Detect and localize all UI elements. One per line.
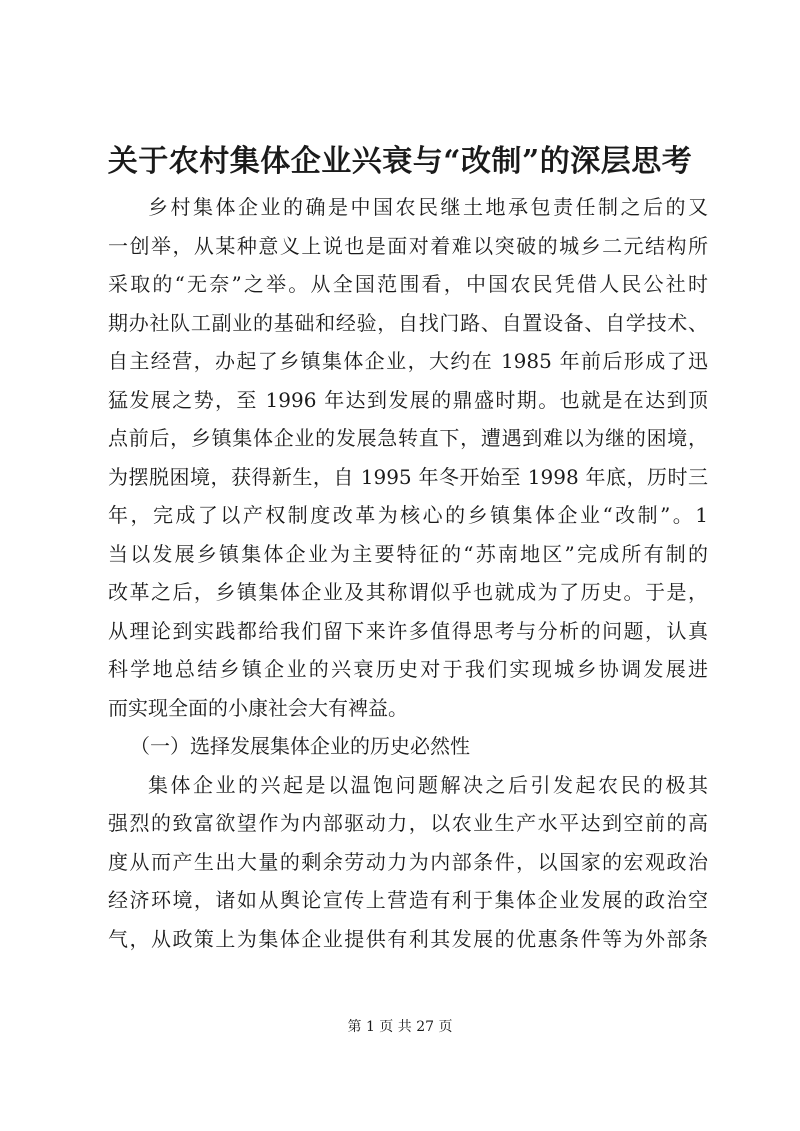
paragraph-line: 强烈的致富欲望作为内部驱动力，以农业生产水平达到空前的高 xyxy=(108,811,708,835)
page-number-footer: 第 1 页 共 27 页 xyxy=(347,1019,453,1035)
paragraph-line: 采取的“无奈”之举。从全国范围看，中国农民凭借人民公社时 xyxy=(108,272,708,296)
paragraph-line: 经济环境，诸如从舆论宣传上营造有利于集体企业发展的政治空 xyxy=(108,888,708,912)
paragraph-line: 年，完成了以产权制度改革为核心的乡镇集体企业“改制”。1 xyxy=(108,503,708,527)
document-title: 关于农村集体企业兴衰与“改制”的深层思考 xyxy=(107,144,693,179)
paragraph-line: 自主经营，办起了乡镇集体企业，大约在 1985 年前后形成了迅 xyxy=(108,349,708,373)
paragraph-line: 而实现全面的小康社会大有裨益。 xyxy=(108,695,408,720)
paragraph-line: 从理论到实践都给我们留下来许多值得思考与分析的问题，认真 xyxy=(108,618,708,643)
paragraph-line: 一创举，从某种意义上说也是面对着难以突破的城乡二元结构所 xyxy=(108,233,708,258)
paragraph-line: 改革之后，乡镇集体企业及其称谓似乎也就成为了历史。于是， xyxy=(108,580,708,604)
paragraph-line: 科学地总结乡镇企业的兴衰历史对于我们实现城乡协调发展进 xyxy=(108,657,708,681)
paragraph-line: 点前后，乡镇集体企业的发展急转直下，遭遇到难以为继的困境， xyxy=(108,426,708,450)
paragraph-line: 期办社队工副业的基础和经验，自找门路、自置设备、自学技术、 xyxy=(108,310,708,335)
paragraph-line: 为摆脱困境，获得新生，自 1995 年冬开始至 1998 年底，历时三 xyxy=(108,464,708,489)
paragraph-line: 气，从政策上为集体企业提供有利其发展的优惠条件等为外部条 xyxy=(108,926,708,951)
paragraph-line: 度从而产生出大量的剩余劳动力为内部条件，以国家的宏观政治 xyxy=(108,849,708,874)
paragraph-line: 猛发展之势，至 1996 年达到发展的鼎盛时期。也就是在达到顶 xyxy=(108,387,708,412)
paragraph-line: 乡村集体企业的确是中国农民继土地承包责任制之后的又 xyxy=(148,195,708,219)
paragraph-line: 集体企业的兴起是以温饱问题解决之后引发起农民的极其 xyxy=(148,772,708,797)
paragraph-line: 当以发展乡镇集体企业为主要特征的“苏南地区”完成所有制的 xyxy=(108,541,708,566)
section-heading: （一）选择发展集体企业的历史必然性 xyxy=(130,734,470,758)
document-body xyxy=(108,188,708,958)
